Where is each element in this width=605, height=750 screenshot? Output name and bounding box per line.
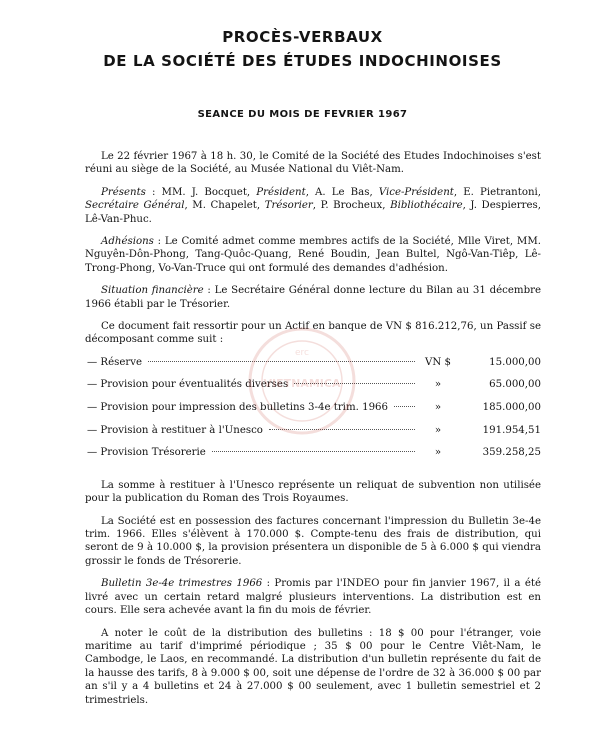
paragraph-situation: Situation financière : Le Secrétaire Général donne lecture du Bilan au 31 décembre 1966 établi par le Trésorier. bbox=[85, 285, 541, 310]
situation-label: Situation financière bbox=[101, 285, 204, 297]
paragraph-meeting: Le 22 février 1967 à 18 h. 30, le Comité de la Société des Etudes Indochinoises s'est réuni au siège de la Société, au Musée National du Viêt-Nam. bbox=[85, 151, 541, 176]
title-line-1: PROCÈS-VERBAUX bbox=[222, 28, 383, 46]
bulletin-label: Bulletin 3e-4e trimestres 1966 bbox=[101, 578, 263, 590]
svg-text:erc: erc bbox=[295, 348, 309, 358]
passif-item: — Provision pour impression des bulletins 3-4e trim. 1966 » 185.000,00 bbox=[87, 402, 541, 414]
paragraph-bulletin: Bulletin 3e-4e trimestres 1966 : Promis par l'INDEO pour fin janvier 1967, il a été livré avec un certain retard malgré plusieurs interventions. La distribution est en cours. Elle sera achevée avant la fin du mois de février. bbox=[85, 578, 541, 617]
svg-text:VIETNAMICA: VIETNAMICA bbox=[263, 377, 341, 390]
paragraph-presents: Présents : MM. J. Bocquet, Président, A. Le Bas, Vice-Président, E. Pietrantoni, Secrétaire Général, M. Chapelet, Trésorier, P. Brocheux, Bibliothécaire, J. Despierres, Lê-Van-Phuc. bbox=[85, 186, 542, 225]
paragraph-adhesions: Adhésions : Le Comité admet comme membres actifs de la Société, Mlle Viret, MM. Nguyên-Dôn-Phong, Tang-Quôc-Quang, René Boudin, Jean Bultel, Ngô-Van-Tiêp, Lê-Trong-Phong, Vo-Van-Truce qui ont formulé des demandes d'adhésion. bbox=[85, 236, 541, 274]
adhesions-label: Adhésions bbox=[101, 236, 154, 248]
paragraph-cout: A noter le coût de la distribution des bulletins : 18 $ 00 pour l'étranger, voie maritime au tarif d'imprimé périodique ; 35 $ 00 pour le Centre Viêt-Nam, le Cambodge, le Laos, en recommandé. La distribution d'un bulletin représente du fait de la hausse des tarifs, 8 à 9.000 $ 00, soit une dépense de l'ordre de 32 à 36.000 $ 00 par an s'il y a 4 bulletins et 24 à 27.000 $ 00 seulement, avec 1 bulletin semestriel et 2 trimestriels. bbox=[85, 627, 541, 706]
passif-item: — Provision pour éventualités diverses » 65.000,00 bbox=[87, 379, 541, 391]
passif-item: — Réserve VN $ 15.000,00 bbox=[87, 356, 541, 368]
paragraph-unesco: La somme à restituer à l'Unesco représente un reliquat de subvention non utilisée pour la publication du Roman des Trois Royaumes. bbox=[85, 479, 541, 505]
session-heading: SEANCE DU MOIS DE FEVRIER 1967 bbox=[197, 109, 408, 120]
passif-item: — Provision Trésorerie » 359.258,25 bbox=[87, 447, 541, 459]
title-line-2: DE LA SOCIÉTÉ DES ÉTUDES INDOCHINOISES bbox=[103, 52, 502, 70]
document-body bbox=[85, 150, 541, 716]
paragraph-factures: La Société est en possession des factures concernant l'impression du Bulletin 3e-4e trim. 1966. Elles s'élèvent à 170.000 $. Compte-tenu des frais de distribution, qui seront de 9 à 10.000 $, la provision présentera un disponible de 5 à 6.000 $ qui viendra grossir le fonds de Trésorerie. bbox=[85, 515, 541, 567]
passif-item: — Provision à restituer à l'Unesco » 191.954,51 bbox=[87, 424, 541, 436]
passif-list bbox=[85, 356, 541, 469]
paragraph-actif: Ce document fait ressortir pour un Actif en banque de VN $ 816.212,76, un Passif se décomposant comme suit : bbox=[85, 321, 541, 346]
presents-label: Présents bbox=[101, 186, 146, 198]
